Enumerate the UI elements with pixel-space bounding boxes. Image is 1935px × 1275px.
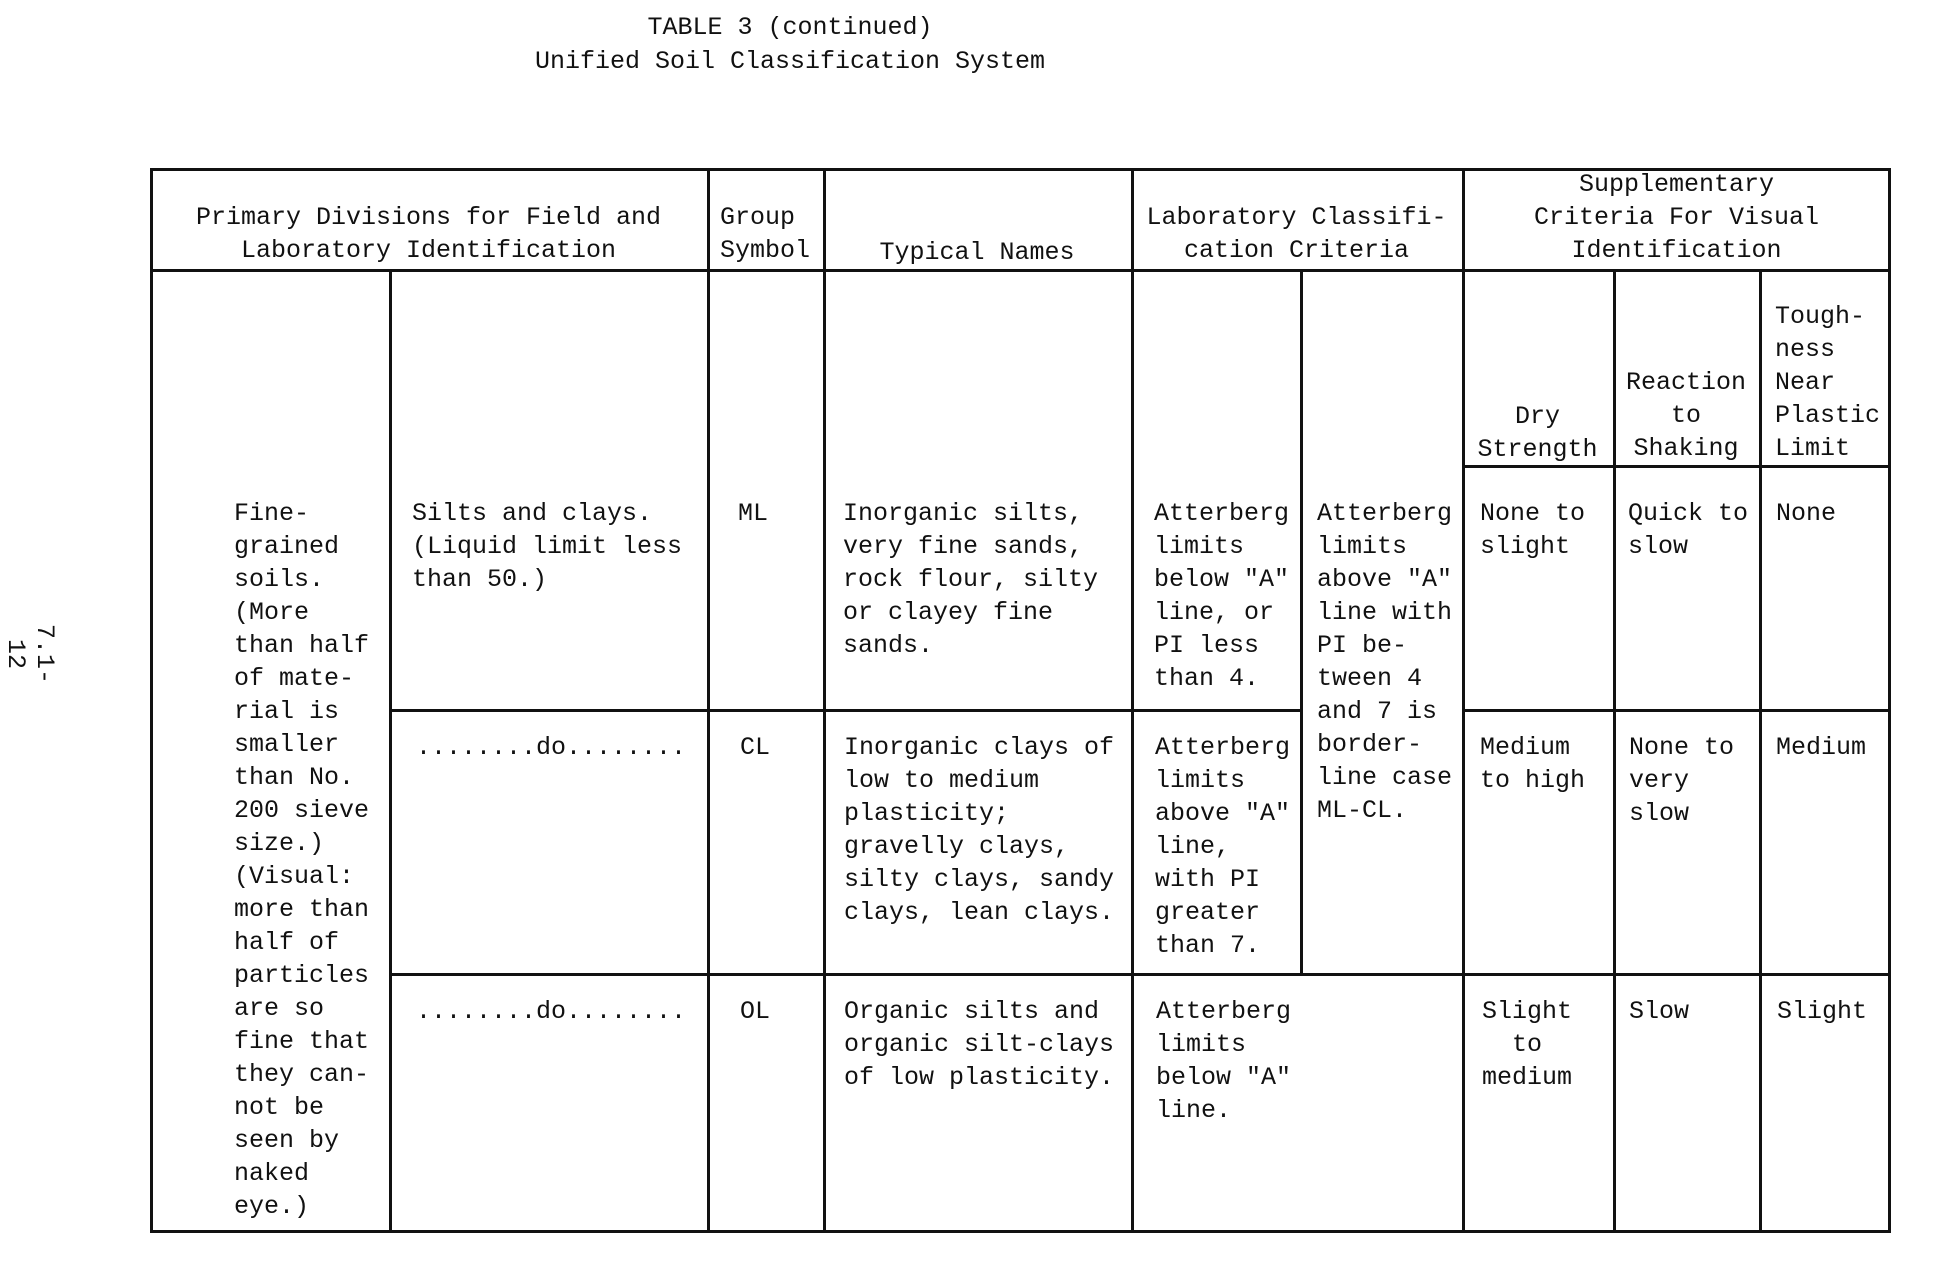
rule [1300,269,1303,976]
typical-names-cell: Organic silts and organic silt-clays of low plasticity. [844,997,1115,1092]
group-symbol-cell: CL [740,733,771,762]
reaction-cell: Quick to slow [1628,499,1749,561]
dry-strength-cell: None to slight [1480,499,1586,561]
subdivision-cell: Silts and clays. (Liquid limit less than 50.) [412,499,683,594]
rule [1131,168,1134,1233]
page-number: 7.1-12 [1,623,59,684]
header-toughness: Tough- ness Near Plastic Limit [1775,302,1881,463]
rule [1888,168,1891,1233]
dry-strength-cell: Medium to high [1480,733,1586,795]
group-symbol-cell: OL [740,997,771,1026]
header-reaction-to-shaking: Reaction to Shaking [1625,368,1747,463]
group-symbol-cell: ML [738,499,769,528]
lab-criteria-cell: Atterberg limits below "A" line. [1156,997,1292,1125]
rule [389,709,1303,712]
shared-lab-criteria-cell: Atterberg limits above "A" line with PI be- tween 4 and 7 is border- line case ML-CL. [1317,499,1453,825]
rule [150,269,1891,272]
typical-names-cell: Inorganic silts, very fine sands, rock flour, silty or clayey fine sands. [843,499,1099,660]
typical-names-cell: Inorganic clays of low to medium plasticity; gravelly clays, silty clays, sandy clays, lean clays. [844,733,1115,927]
subdivision-cell: ........do........ [416,997,687,1026]
table-subtitle: Unified Soil Classification System [534,47,1046,76]
header-lab-criteria: Laboratory Classifi- cation Criteria [1146,203,1447,265]
table-title: TABLE 3 (continued) [647,13,933,42]
rule [389,269,392,1233]
rule [389,973,1891,976]
toughness-cell: Medium [1776,733,1867,762]
header-dry-strength: Dry Strength [1477,402,1598,464]
rule [150,168,153,1233]
header-supplementary: Supplementary Criteria For Visual Identification [1533,170,1820,265]
subdivision-cell: ........do........ [416,733,687,762]
rule [1462,709,1891,712]
rule [150,1230,1891,1233]
rule [1462,168,1465,1233]
header-group-symbol: Group Symbol [720,203,811,265]
toughness-cell: Slight [1777,997,1868,1026]
lab-criteria-cell: Atterberg limits above "A" line, with PI greater than 7. [1155,733,1291,960]
reaction-cell: None to very slow [1629,733,1735,828]
reaction-cell: Slow [1629,997,1690,1026]
header-typical-names: Typical Names [879,238,1075,267]
lab-criteria-cell: Atterberg limits below "A" line, or PI less than 4. [1154,499,1290,693]
toughness-cell: None [1776,499,1837,528]
header-primary-divisions: Primary Divisions for Field and Laboratory Identification [195,203,662,265]
dry-strength-cell: Slight to medium [1482,997,1573,1092]
rule [707,168,710,1233]
rule [823,168,826,1233]
major-division-cell: Fine- grained soils. (More than half of mate- rial is smaller than No. 200 sieve size.) (Visual: more than half of particles are so fine that they can- not be seen by naked eye.) [234,499,370,1221]
rule [1759,269,1762,1233]
